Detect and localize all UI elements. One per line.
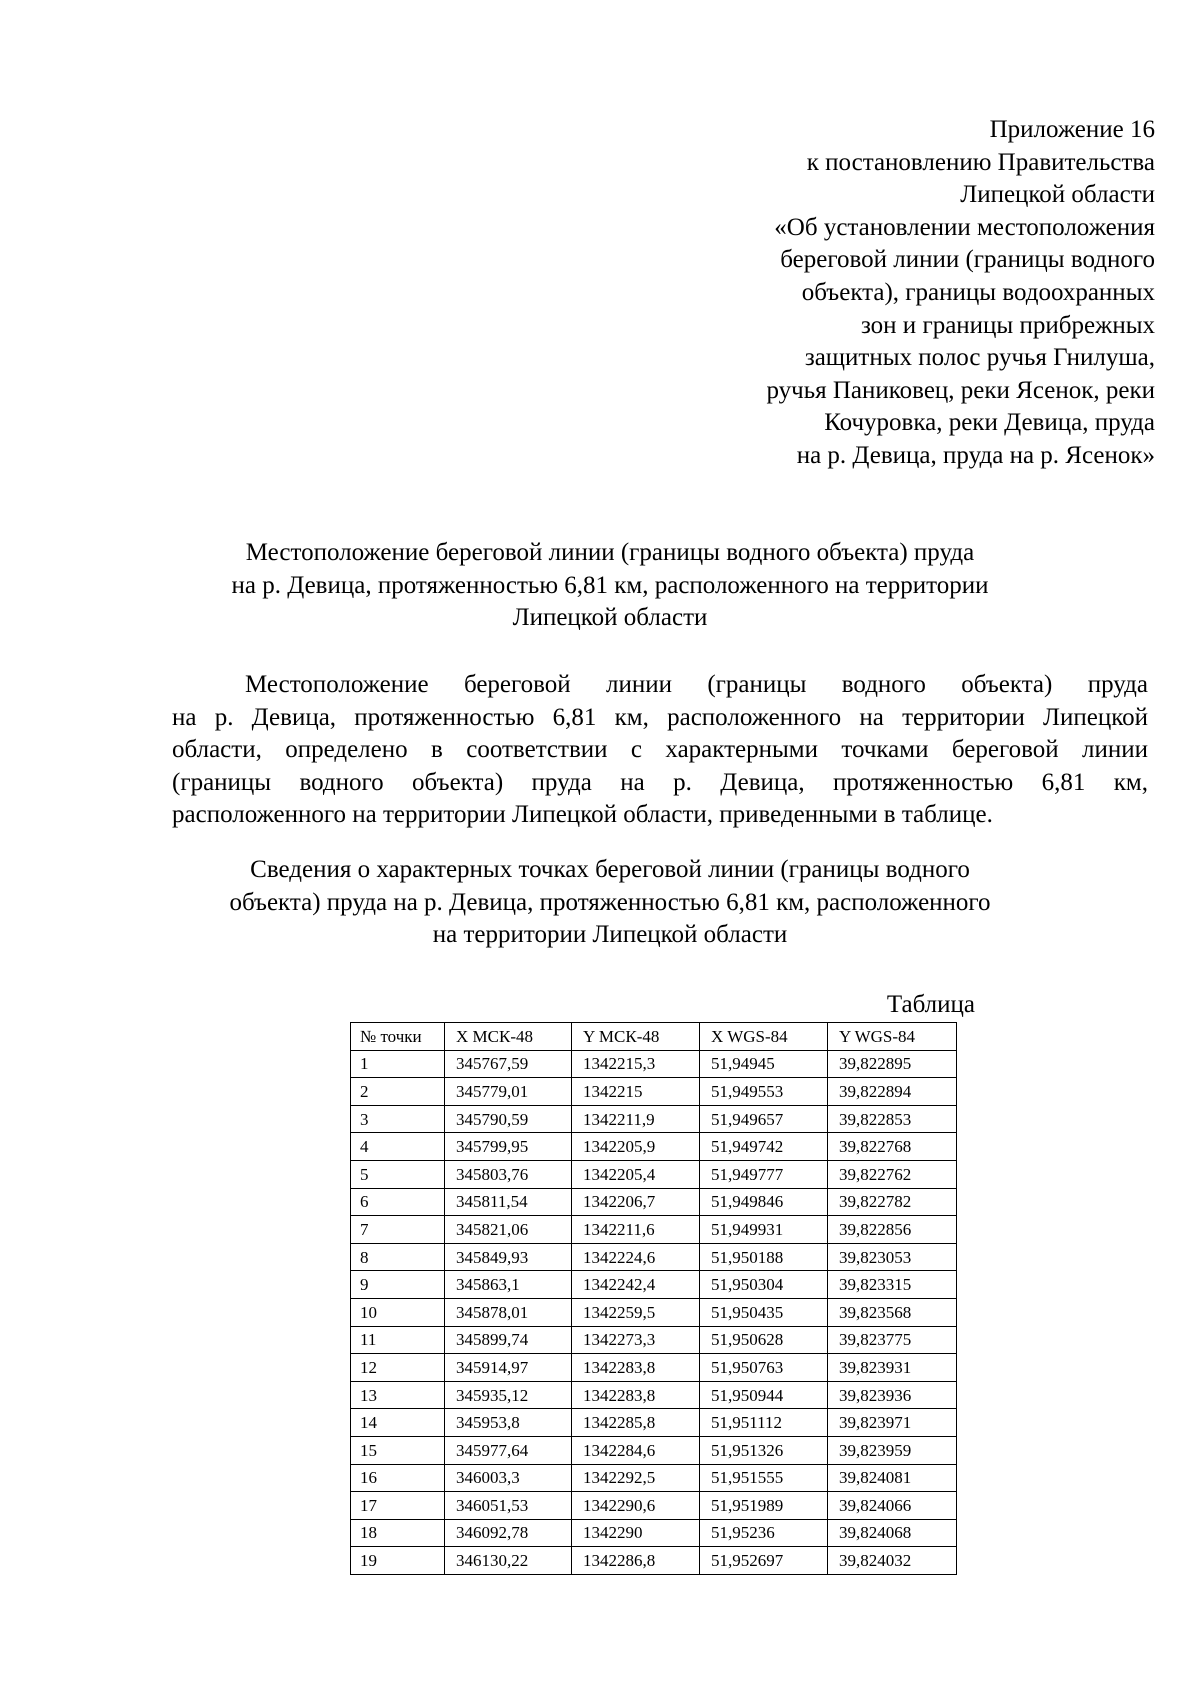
caption-line: Сведения о характерных точках береговой линии (границы водного xyxy=(250,856,970,883)
y-msk48-cell: 1342290,6 xyxy=(572,1492,700,1520)
table-label: Таблица xyxy=(886,991,975,1018)
body-paragraph xyxy=(172,669,1148,832)
appendix-header xyxy=(595,114,1155,473)
table-caption xyxy=(160,854,1060,952)
y-wgs84-cell: 39,823931 xyxy=(828,1354,957,1382)
header-y-wgs84: Y WGS-84 xyxy=(828,1023,957,1051)
x-wgs84-cell: 51,950304 xyxy=(700,1271,828,1299)
paragraph-line: области, определено в соответствии с характерными точками береговой линии xyxy=(172,736,1148,764)
table-row xyxy=(351,1216,957,1244)
appendix-line: береговой линии (границы водного xyxy=(780,246,1155,274)
y-msk48-cell: 1342206,7 xyxy=(572,1188,700,1216)
table-row xyxy=(351,1298,957,1326)
y-wgs84-cell: 39,823936 xyxy=(828,1381,957,1409)
x-msk48-cell: 345878,01 xyxy=(445,1298,572,1326)
x-msk48-cell: 345803,76 xyxy=(445,1160,572,1188)
table-row xyxy=(351,1050,957,1078)
appendix-line: зон и границы прибрежных xyxy=(860,311,1155,339)
header-point-number: № точки xyxy=(351,1023,445,1051)
x-wgs84-cell: 51,950944 xyxy=(700,1381,828,1409)
y-wgs84-cell: 39,822894 xyxy=(828,1078,957,1106)
y-wgs84-cell: 39,824068 xyxy=(828,1519,957,1547)
y-wgs84-cell: 39,823568 xyxy=(828,1298,957,1326)
table-body xyxy=(351,1050,957,1574)
table-row xyxy=(351,1105,957,1133)
y-msk48-cell: 1342284,6 xyxy=(572,1436,700,1464)
x-wgs84-cell: 51,950435 xyxy=(700,1298,828,1326)
table-row xyxy=(351,1492,957,1520)
x-wgs84-cell: 51,949777 xyxy=(700,1160,828,1188)
y-msk48-cell: 1342215 xyxy=(572,1078,700,1106)
x-msk48-cell: 345779,01 xyxy=(445,1078,572,1106)
x-msk48-cell: 346051,53 xyxy=(445,1492,572,1520)
appendix-line: Приложение 16 xyxy=(989,116,1155,143)
table-header-row xyxy=(351,1023,957,1051)
point-number-cell: 1 xyxy=(351,1050,445,1078)
y-wgs84-cell: 39,823775 xyxy=(828,1326,957,1354)
y-wgs84-cell: 39,822856 xyxy=(828,1216,957,1244)
point-number-cell: 2 xyxy=(351,1078,445,1106)
y-wgs84-cell: 39,822853 xyxy=(828,1105,957,1133)
x-msk48-cell: 345799,95 xyxy=(445,1133,572,1161)
paragraph-line: Местоположение береговой линии (границы водного объекта) пруда xyxy=(245,671,1148,698)
table-row xyxy=(351,1464,957,1492)
x-wgs84-cell: 51,950188 xyxy=(700,1243,828,1271)
y-wgs84-cell: 39,823315 xyxy=(828,1271,957,1299)
x-wgs84-cell: 51,951555 xyxy=(700,1464,828,1492)
point-number-cell: 6 xyxy=(351,1188,445,1216)
x-msk48-cell: 345953,8 xyxy=(445,1409,572,1437)
title-line: Липецкой области xyxy=(512,604,708,632)
header-y-msk48: Y МСК-48 xyxy=(572,1023,700,1051)
table-row xyxy=(351,1326,957,1354)
appendix-line: объекта), границы водоохранных xyxy=(801,278,1155,306)
x-msk48-cell: 345977,64 xyxy=(445,1436,572,1464)
x-wgs84-cell: 51,949553 xyxy=(700,1078,828,1106)
caption-line: на территории Липецкой области xyxy=(432,921,788,949)
y-msk48-cell: 1342224,6 xyxy=(572,1243,700,1271)
appendix-line: на р. Девица, пруда на р. Ясенок» xyxy=(796,441,1155,469)
x-wgs84-cell: 51,949931 xyxy=(700,1216,828,1244)
point-number-cell: 7 xyxy=(351,1216,445,1244)
y-msk48-cell: 1342259,5 xyxy=(572,1298,700,1326)
table-row xyxy=(351,1133,957,1161)
y-wgs84-cell: 39,822782 xyxy=(828,1188,957,1216)
x-wgs84-cell: 51,949846 xyxy=(700,1188,828,1216)
table-row xyxy=(351,1409,957,1437)
x-wgs84-cell: 51,949742 xyxy=(700,1133,828,1161)
point-number-cell: 3 xyxy=(351,1105,445,1133)
y-msk48-cell: 1342211,6 xyxy=(572,1216,700,1244)
table-row xyxy=(351,1547,957,1575)
point-number-cell: 13 xyxy=(351,1381,445,1409)
point-number-cell: 4 xyxy=(351,1133,445,1161)
table-row xyxy=(351,1160,957,1188)
document-title xyxy=(160,537,1060,635)
title-line: на р. Девица, протяженностью 6,81 км, расположенного на территории xyxy=(231,571,989,599)
y-wgs84-cell: 39,823959 xyxy=(828,1436,957,1464)
x-msk48-cell: 345899,74 xyxy=(445,1326,572,1354)
x-wgs84-cell: 51,949657 xyxy=(700,1105,828,1133)
caption-line: объекта) пруда на р. Девица, протяженностью 6,81 км, расположенного xyxy=(229,888,991,916)
x-msk48-cell: 345935,12 xyxy=(445,1381,572,1409)
y-msk48-cell: 1342283,8 xyxy=(572,1354,700,1382)
x-msk48-cell: 345914,97 xyxy=(445,1354,572,1382)
header-x-msk48: X МСК-48 xyxy=(445,1023,572,1051)
point-number-cell: 16 xyxy=(351,1464,445,1492)
x-msk48-cell: 346130,22 xyxy=(445,1547,572,1575)
y-wgs84-cell: 39,823971 xyxy=(828,1409,957,1437)
paragraph-line: на р. Девица, протяженностью 6,81 км, расположенного на территории Липецкой xyxy=(172,703,1148,731)
point-number-cell: 17 xyxy=(351,1492,445,1520)
x-msk48-cell: 345790,59 xyxy=(445,1105,572,1133)
y-msk48-cell: 1342292,5 xyxy=(572,1464,700,1492)
y-msk48-cell: 1342286,8 xyxy=(572,1547,700,1575)
point-number-cell: 11 xyxy=(351,1326,445,1354)
table-row xyxy=(351,1519,957,1547)
y-wgs84-cell: 39,822768 xyxy=(828,1133,957,1161)
appendix-line: защитных полос ручья Гнилуша, xyxy=(804,344,1155,372)
table-row xyxy=(351,1078,957,1106)
appendix-line: Липецкой области xyxy=(960,181,1155,209)
x-wgs84-cell: 51,95236 xyxy=(700,1519,828,1547)
x-wgs84-cell: 51,950763 xyxy=(700,1354,828,1382)
point-number-cell: 15 xyxy=(351,1436,445,1464)
x-msk48-cell: 346003,3 xyxy=(445,1464,572,1492)
x-wgs84-cell: 51,951326 xyxy=(700,1436,828,1464)
x-wgs84-cell: 51,951112 xyxy=(700,1409,828,1437)
paragraph-line: расположенного на территории Липецкой области, приведенными в таблице. xyxy=(172,801,993,829)
y-msk48-cell: 1342215,3 xyxy=(572,1050,700,1078)
point-number-cell: 10 xyxy=(351,1298,445,1326)
y-msk48-cell: 1342242,4 xyxy=(572,1271,700,1299)
y-wgs84-cell: 39,824032 xyxy=(828,1547,957,1575)
x-wgs84-cell: 51,951989 xyxy=(700,1492,828,1520)
appendix-line: Кочуровка, реки Девица, пруда xyxy=(824,409,1155,437)
point-number-cell: 19 xyxy=(351,1547,445,1575)
y-wgs84-cell: 39,823053 xyxy=(828,1243,957,1271)
y-msk48-cell: 1342285,8 xyxy=(572,1409,700,1437)
x-wgs84-cell: 51,94945 xyxy=(700,1050,828,1078)
table-row xyxy=(351,1436,957,1464)
y-msk48-cell: 1342290 xyxy=(572,1519,700,1547)
paragraph-line: (границы водного объекта) пруда на р. Девица, протяженностью 6,81 км, xyxy=(172,768,1148,796)
y-msk48-cell: 1342205,4 xyxy=(572,1160,700,1188)
x-msk48-cell: 346092,78 xyxy=(445,1519,572,1547)
x-msk48-cell: 345849,93 xyxy=(445,1243,572,1271)
point-number-cell: 18 xyxy=(351,1519,445,1547)
y-wgs84-cell: 39,824066 xyxy=(828,1492,957,1520)
point-number-cell: 9 xyxy=(351,1271,445,1299)
x-wgs84-cell: 51,952697 xyxy=(700,1547,828,1575)
point-number-cell: 5 xyxy=(351,1160,445,1188)
table-row xyxy=(351,1354,957,1382)
y-wgs84-cell: 39,822762 xyxy=(828,1160,957,1188)
coordinates-table xyxy=(350,1022,957,1575)
y-msk48-cell: 1342283,8 xyxy=(572,1381,700,1409)
table-row xyxy=(351,1243,957,1271)
x-wgs84-cell: 51,950628 xyxy=(700,1326,828,1354)
y-wgs84-cell: 39,822895 xyxy=(828,1050,957,1078)
point-number-cell: 12 xyxy=(351,1354,445,1382)
table-row xyxy=(351,1271,957,1299)
x-msk48-cell: 345767,59 xyxy=(445,1050,572,1078)
x-msk48-cell: 345811,54 xyxy=(445,1188,572,1216)
y-wgs84-cell: 39,824081 xyxy=(828,1464,957,1492)
appendix-line: к постановлению Правительства xyxy=(806,148,1155,176)
y-msk48-cell: 1342273,3 xyxy=(572,1326,700,1354)
appendix-line: ручья Паниковец, реки Ясенок, реки xyxy=(766,376,1155,404)
title-line: Местоположение береговой линии (границы водного объекта) пруда xyxy=(245,539,975,566)
point-number-cell: 8 xyxy=(351,1243,445,1271)
x-msk48-cell: 345863,1 xyxy=(445,1271,572,1299)
y-msk48-cell: 1342205,9 xyxy=(572,1133,700,1161)
y-msk48-cell: 1342211,9 xyxy=(572,1105,700,1133)
x-msk48-cell: 345821,06 xyxy=(445,1216,572,1244)
point-number-cell: 14 xyxy=(351,1409,445,1437)
header-x-wgs84: X WGS-84 xyxy=(700,1023,828,1051)
table-row xyxy=(351,1381,957,1409)
appendix-line: «Об установлении местоположения xyxy=(774,213,1155,241)
table-row xyxy=(351,1188,957,1216)
